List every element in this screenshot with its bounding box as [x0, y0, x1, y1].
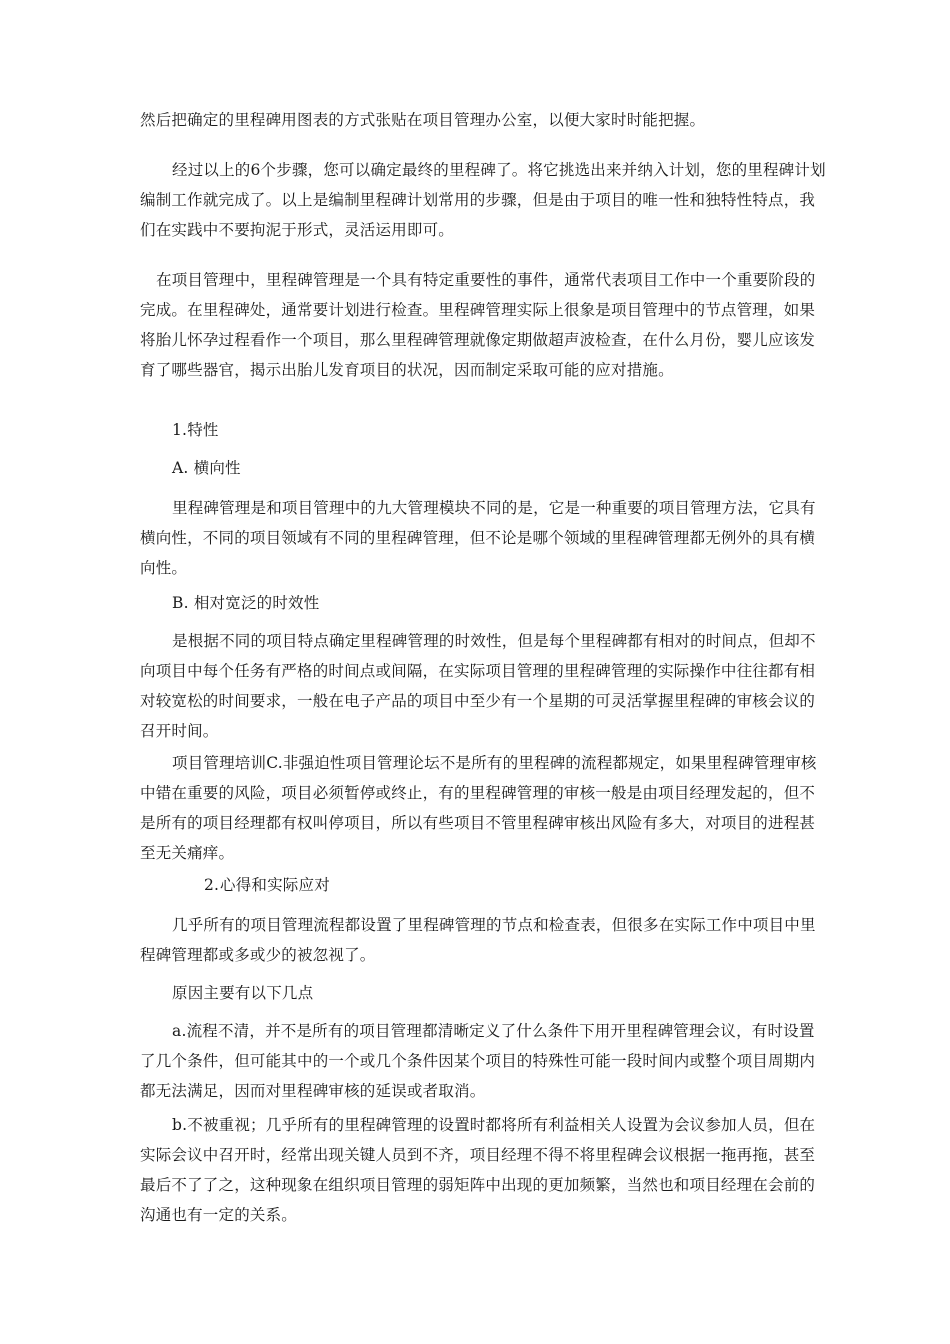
paragraph-six-steps: 经过以上的6个步骤，您可以确定最终的里程碑了。将它挑选出来并纳入计划，您的里程碑计划编制工作就完成了。以上是编制里程碑计划常用的步骤，但是由于项目的唯一性和独特性特点，我们在实践中不要拘泥于形式，灵活运用即可。	[140, 161, 826, 239]
subheading-horizontal: A. 横向性	[172, 459, 241, 477]
section-heading-characteristics: 1.特性	[172, 421, 219, 439]
section-title: 心得和实际应对	[220, 876, 330, 894]
subheading-timeliness: B. 相对宽泛的时效性	[172, 594, 320, 612]
paragraph-reason-a: a.流程不清，并不是所有的项目管理都清晰定义了什么条件下用开里程碑管理会议，有时设置了几个条件，但可能其中的一个或几个条件因某个项目的特殊性可能一段时间内或整个项目周期内都无法满足，因而对里程碑审核的延误或者取消。	[140, 1022, 816, 1100]
paragraph-ignored-milestones: 几乎所有的项目管理流程都设置了里程碑管理的节点和检查表，但很多在实际工作中项目中里程碑管理都或多或少的被忽视了。	[140, 916, 816, 964]
section-heading-experience	[140, 870, 830, 900]
paragraph-horizontal: 里程碑管理是和项目管理中的九大管理模块不同的是，它是一种重要的项目管理方法，它具有横向性，不同的项目领域有不同的里程碑管理，但不论是哪个领域的里程碑管理都无例外的具有横向性。	[140, 499, 816, 577]
paragraph-timeliness: 是根据不同的项目特点确定里程碑管理的时效性，但是每个里程碑都有相对的时间点，但却不向项目中每个任务有严格的时间点或间隔，在实际项目管理的里程碑管理的实际操作中往往都有相对较宽松的时间要求，一般在电子产品的项目中至少有一个星期的可灵活掌握里程碑的审核会议的召开时间。	[140, 632, 816, 740]
paragraph-milestone-definition: 在项目管理中，里程碑管理是一个具有特定重要性的事件，通常代表项目工作中一个重要阶段的完成。在里程碑处，通常要计划进行检查。里程碑管理实际上很象是项目管理中的节点管理，如果将胎儿怀孕过程看作一个项目，那么里程碑管理就像定期做超声波检查，在什么月份，婴儿应该发育了哪些器官，揭示出胎儿发育项目的状况，因而制定采取可能的应对措施。	[140, 271, 816, 379]
paragraph-display-milestones: 然后把确定的里程碑用图表的方式张贴在项目管理办公室，以便大家时时能把握。	[140, 111, 706, 129]
paragraph-non-mandatory: 项目管理培训C.非强迫性项目管理论坛不是所有的里程碑的流程都规定，如果里程碑管理审核中错在重要的风险，项目必须暂停或终止，有的里程碑管理的审核一般是由项目经理发起的，但不是所有的项目经理都有权叫停项目，所以有些项目不管里程碑审核出风险有多大，对项目的进程甚至无关痛痒。	[140, 754, 817, 862]
section-number: 2.	[204, 876, 220, 894]
paragraph-reasons-intro: 原因主要有以下几点	[172, 984, 314, 1002]
paragraph-reason-b: b.不被重视；几乎所有的里程碑管理的设置时都将所有利益相关人设置为会议参加人员，但在实际会议中召开时，经常出现关键人员到不齐，项目经理不得不将里程碑会议根据一拖再拖，甚至最后不了了之，这种现象在组织项目管理的弱矩阵中出现的更加频繁，当然也和项目经理在会前的沟通也有一定的关系。	[140, 1116, 816, 1224]
